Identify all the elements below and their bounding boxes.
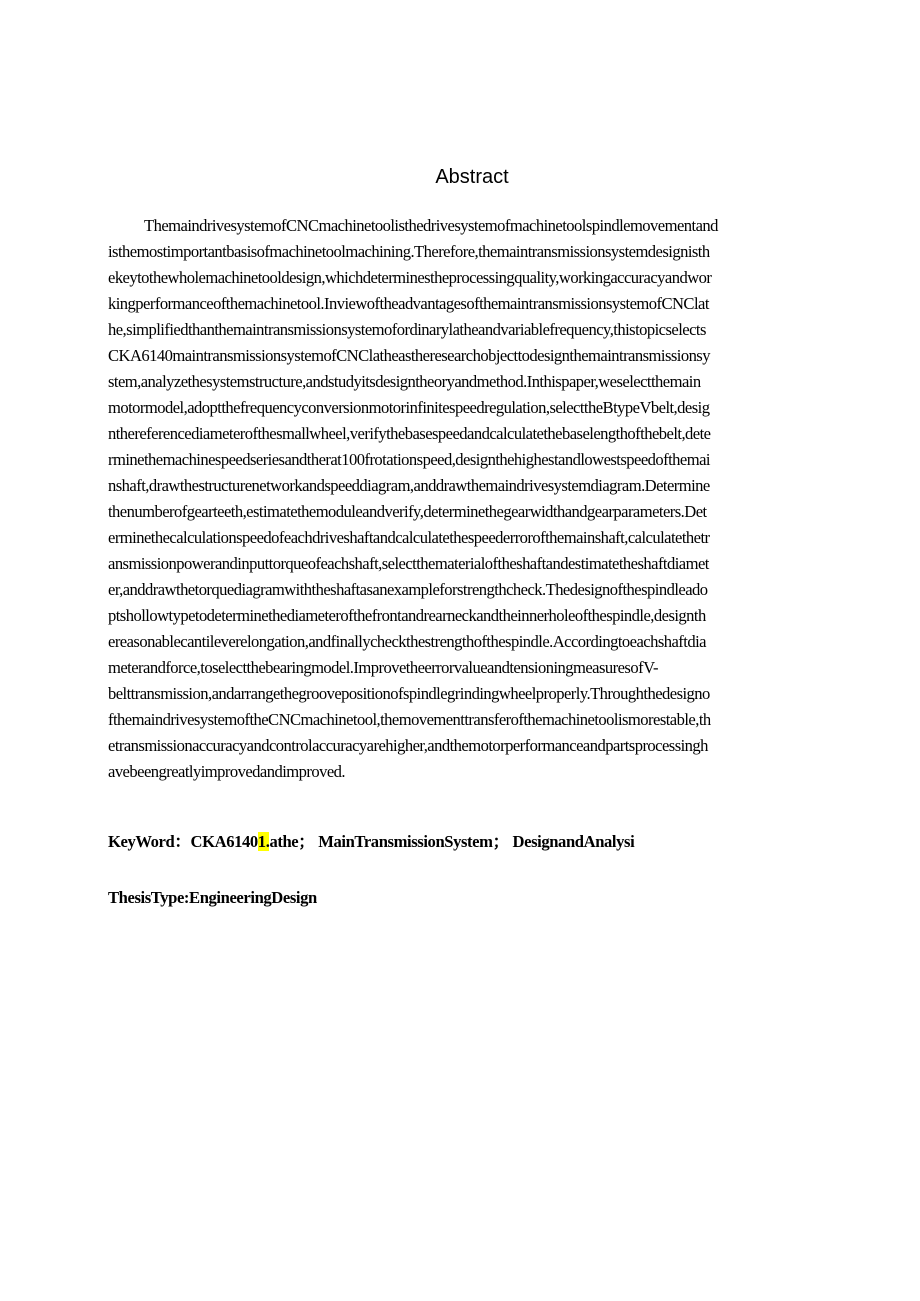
abstract-line: er,anddrawthetorquediagramwiththeshaftasanexampleforstrengthcheck.Thedesignofthespindleado	[108, 580, 708, 599]
thesis-type: ThesisType:EngineeringDesign	[108, 888, 317, 907]
abstract-line: motormodel,adoptthefrequencyconversionmotorinfinitespeedregulation,selecttheBtypeVbelt,desig	[108, 398, 710, 417]
abstract-line: nthereferencediameterofthesmallwheel,verifythebasespeedandcalculatethebaselengthofthebelt,dete	[108, 424, 711, 443]
abstract-line: isthemostimportantbasisofmachinetoolmachining.Therefore,themaintransmissionsystemdesignisth	[108, 242, 710, 261]
keywords-highlighted-text: 1.	[257, 832, 270, 851]
abstract-body	[108, 213, 838, 785]
abstract-line: he,simplifiedthanthemaintransmissionsystemofordinarylatheandvariablefrequency,thistopicselects	[108, 320, 706, 339]
abstract-line: ansmissionpowerandinputtorqueofeachshaft,selectthematerialoftheshaftandestimatetheshaftdiamet	[108, 554, 709, 573]
abstract-line: etransmissionaccuracyandcontrolaccuracyarehigher,andthemotorperformanceandpartsprocessingh	[108, 736, 708, 755]
abstract-line: meterandforce,toselectthebearingmodel.ImprovetheerrorvalueandtensioningmeasuresofV-	[108, 658, 658, 677]
abstract-line: erminethecalculationspeedofeachdriveshaftandcalculatethespeederrorofthemainshaft,calculatethetr	[108, 528, 710, 547]
abstract-line: ereasonablecantileverelongation,andfinallycheckthestrengthofthespindle.Accordingtoeachshaftdia	[108, 632, 706, 651]
abstract-line: rminethemachinespeedseriesandtherat100frotationspeed,designthehighestandlowestspeedofthemai	[108, 450, 710, 469]
abstract-line: ptshollowtypetodeterminethediameterofthefrontandrearneckandtheinnerholeofthespindle,designth	[108, 606, 706, 625]
abstract-line: nshaft,drawthestructurenetworkandspeeddiagram,anddrawthemaindrivesystemdiagram.Determine	[108, 476, 710, 495]
abstract-line: avebeengreatlyimprovedandimproved.	[108, 762, 346, 781]
keywords-line	[108, 830, 838, 854]
abstract-line: belttransmission,andarrangethegroovepositionofspindlegrindingwheelproperly.Throughthedesigno	[108, 684, 710, 703]
abstract-line: ekeytothewholemachinetooldesign,whichdeterminestheprocessingquality,workingaccuracyandwor	[108, 268, 712, 287]
keywords-suffix: athe； MainTransmissionSystem； DesignandAnalysi	[269, 832, 635, 851]
keywords-prefix: KeyWord：CKA6140	[108, 832, 258, 851]
abstract-line: stem,analyzethesystemstructure,andstudyitsdesigntheoryandmethod.Inthispaper,weselectthemain	[108, 372, 701, 391]
abstract-line: CKA6140maintransmissionsystemofCNClatheastheresearchobjecttodesignthemaintransmissionsy	[108, 346, 710, 365]
abstract-line: fthemaindrivesystemoftheCNCmachinetool,themovementtransferofthemachinetoolismorestable,th	[108, 710, 711, 729]
abstract-title: Abstract	[435, 166, 509, 188]
abstract-line: ThemaindrivesystemofCNCmachinetoolisthedrivesystemofmachinetoolspindlemovementand	[144, 216, 718, 235]
abstract-line: thenumberofgearteeth,estimatethemoduleandverify,determinethegearwidthandgearparameters.Det	[108, 502, 707, 521]
abstract-line: kingperformanceofthemachinetool.InviewoftheadvantagesofthemaintransmissionsystemofCNClat	[108, 294, 709, 313]
